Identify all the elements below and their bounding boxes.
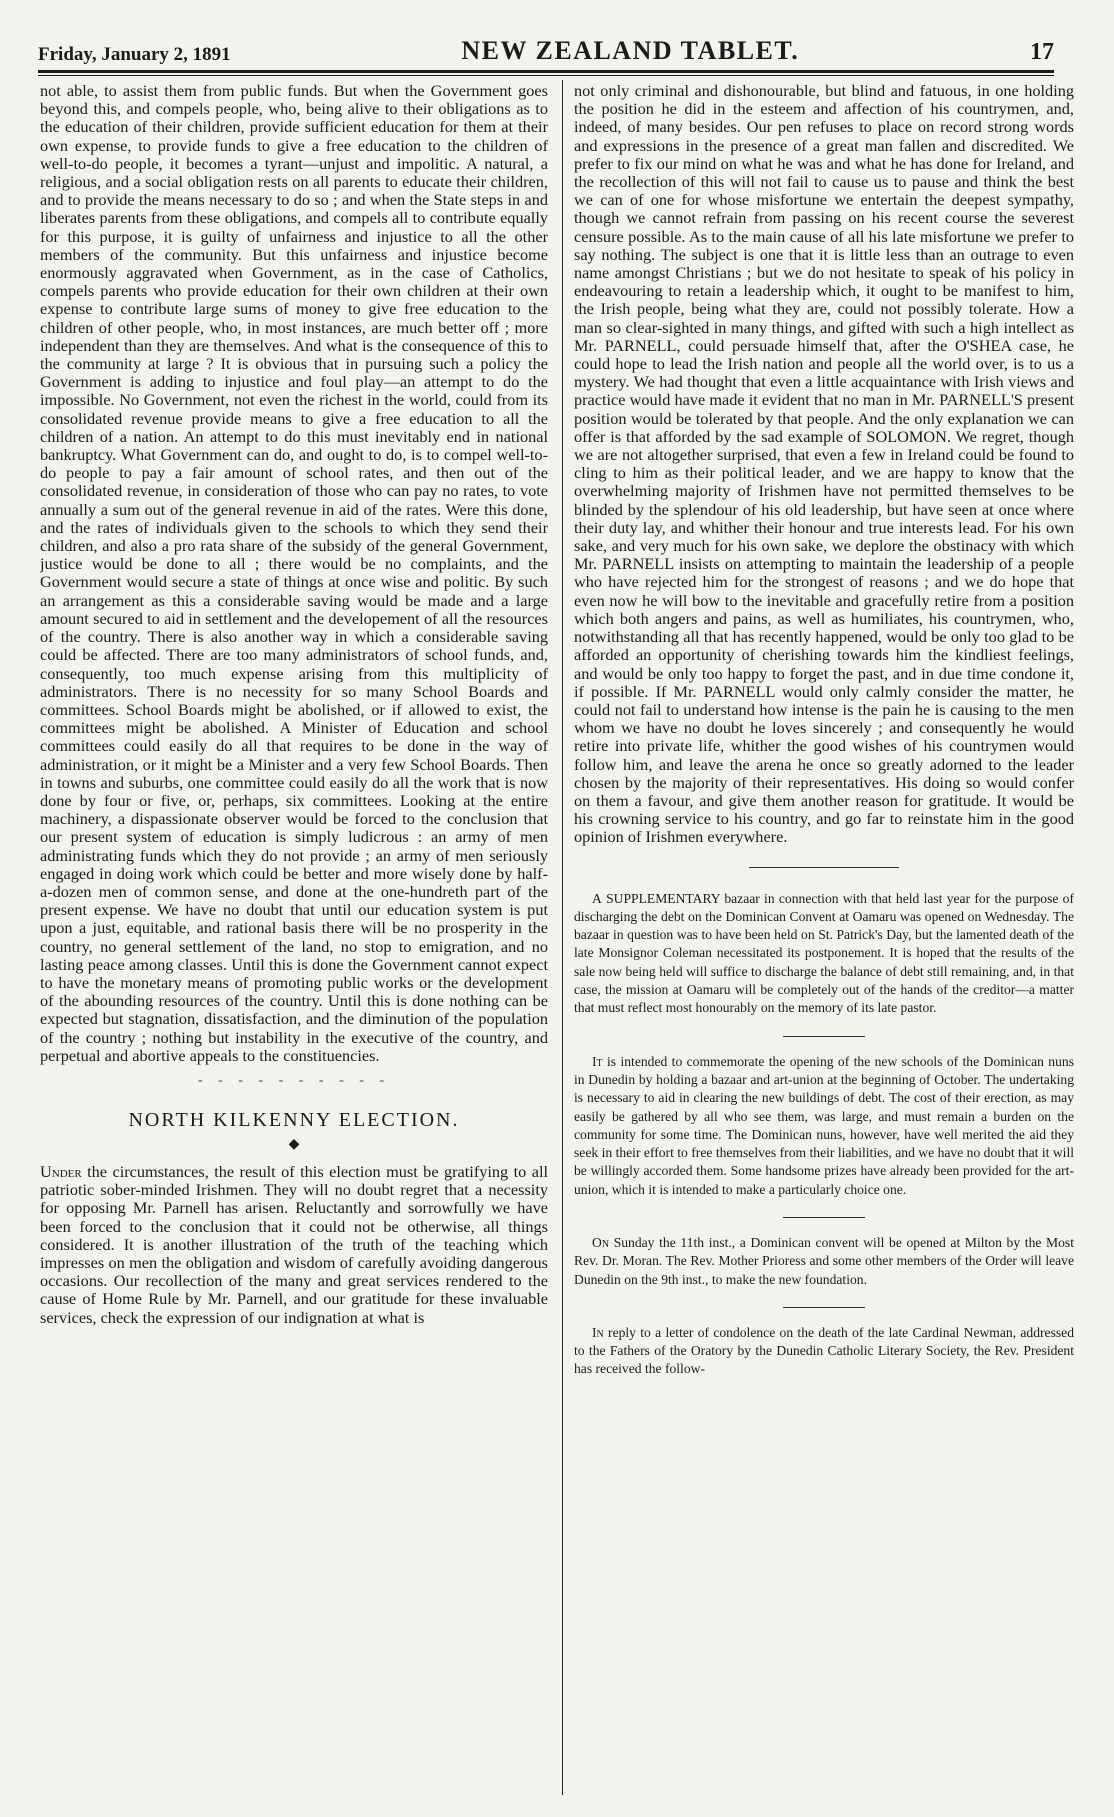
masthead bbox=[38, 30, 1054, 66]
section-separator: - - - - - - - - - - bbox=[197, 1072, 391, 1088]
article-lead-word: Under bbox=[40, 1161, 82, 1181]
note-divider bbox=[783, 1217, 865, 1218]
note-text: SUPPLEMENTARY bazaar in connection with that held last year for the purpose of discharging the debt on the Dominican Convent at Oamaru was opened on Wednesday. The bazaar in question was to have been held on St. Patrick's Day, but the lamented death of the late Monsignor Coleman necessitated its postponement. It is hoped that the results of the sale now being held will suffice to discharge the balance of debt still remaining, and, in that case, the mission at Oamaru will be completely out of the hands of the creditor—a matter that must reflect most honourably on the memory of its late pastor. bbox=[574, 890, 1074, 1016]
left-column bbox=[40, 82, 548, 1797]
election-article bbox=[40, 1163, 548, 1327]
note-lead-word: It bbox=[592, 1053, 603, 1069]
note-text: Sunday the 11th inst., a Dominican convent will be opened at Milton by the Most Rev. Dr. Moran. The Rev. Mother Prioress and some other members of the Order will leave Dunedin on the 9th inst., to make the new foundation. bbox=[574, 1234, 1074, 1287]
education-editorial: not able, to assist them from public funds. But when the Government goes beyond this, and compels people, who, being alive to their obligations as to the education of their children, provide sufficient education for them at their own expense, to provide funds to give a free education to the children of well-to-do people, it becomes a tyrant—unjust and impolitic. A natural, a religious, and a social obligation rests on all parents to educate their children, and to provide the means necessary to do so ; and when the State steps in and liberates parents from these obligations, and compels all to contribute equally for this purpose, it is guilty of unfairness and injustice to all the other members of the community. But this unfairness and injustice become enormously aggravated when Government, as in the case of Catholics, compels parents who provide education for their own children at their own expense to contribute large sums of money to give free education to the children of other people, who, in most instances, are much better off ; more independent than they are themselves. And what is the consequence of this to the community at large ? It is obvious that in pursuing such a policy the Government is adding to injustice and foul play—an attempt to do the impossible. No Government, not even the richest in the world, could from its consolidated revenue provide means to give a free education to all the children of a nation. An attempt to do this must inevitably end in national bankruptcy. What Government can do, and ought to do, is to compel well-to-do people to pay a fair amount of school rates, and then out of the consolidated revenue, in consideration of those who can pay no rates, to vote annually a sum out of the general revenue in aid of the rates. Were this done, and the rates of individuals given to the schools to which they send their children, and also a pro rata share of the subsidy of the general Government, justice would be done to all ; there would be no complaints, and the Government would secure a state of things at once wise and politic. By such an arrangement as this a considerable saving would be made and a large amount secured to aid in settlement and the developement of all the resources of the country. There is also another way in which a considerable saving could be affected. There are too many administrators of school funds, and, consequently, too much expense arising from this multiplicity of administrators. There is no necessity for so many School Boards and committees. School Boards might be abolished, or if allowed to exist, the committees might be abolished. A Minister of Education and school committees could easily do all that requires to be done in the way of administration, or it might be a Minister and a very few School Boards. Then in towns and suburbs, one committee could easily do all the work that is now done by four or five, or, perhaps, six committees. Looking at the entire machinery, a dispassionate observer would be forced to the conclusion that our present system of education is simply ludicrous : an army of men administrating funds which they do not provide ; an army of men seriously engaged in doing work which could be better and more wisely done by half-a-dozen men of common sense, and done at the one-hundreth part of the present expense. We have no doubt that until our education system is put upon a just, equitable, and rational basis there will be no prosperity in the country, no general settlement of the land, no stop to emigration, and no lasting peace among classes. Until this is done the Government cannot expect to have the monetary means of promoting public works or the development of the abounding resources of the country. Until this is done nothing can be expected but stagnation, dissatisfaction, and the diminution of the population of the country ; nothing but instability in the executive of the country, and perpetual and abortive appeals to the constituencies. bbox=[40, 82, 548, 1065]
section-rule bbox=[749, 867, 899, 868]
news-note bbox=[574, 1234, 1074, 1289]
note-lead-word: In bbox=[592, 1324, 604, 1340]
news-note bbox=[574, 1324, 1074, 1379]
news-note bbox=[574, 1053, 1074, 1199]
section-heading: NORTH KILKENNY ELECTION. bbox=[128, 1108, 460, 1131]
column-divider bbox=[562, 80, 563, 1795]
election-article-continued: not only criminal and dishonourable, but blind and fatuous, in one holding the position he did in the esteem and affection of his countrymen, and, indeed, of many besides. Our pen refuses to place on record strong words and expressions in the presence of a great man fallen and discredited. We prefer to fix our mind on what he was and what he has done for Ireland, and the recollection of this will not fail to cause us to pause and think the best we can of one for whose misfortune we entertain the deepest sympathy, though we cannot refrain from passing on his recent course the severest censure possible. As to the main cause of all his late misfortune we prefer to say nothing. The subject is one that it is little less than an outrage to even name amongst Christians ; but we do not hesitate to speak of his policy in endeavouring to retain a leadership which, it ought to be manifest to him, the Irish people, being what they are, could not possibly tolerate. How a man so clear-sighted in many things, and gifted with such a high intellect as Mr. PARNELL, could persuade himself that, after the O'SHEA case, he could hope to lead the Irish nation and people all the world over, is to us a mystery. We had thought that even a little acquaintance with Irish views and practice would have made it evident that no man in Mr. PARNELL'S present position would be tolerated by that people. And the only explanation we can offer is that afforded by the sad example of SOLOMON. We regret, though we are not altogether surprised, that even a few in Ireland could be found to cling to him as their political leader, and we are happy to know that the overwhelming majority of Irishmen have not permitted themselves to be blinded by the splendour of his old leadership, but have seen at once where their duty lay, and whither their honour and true interests lead. For his own sake, and very much for his own sake, we deplore the obstinacy with which Mr. PARNELL insists on attempting to maintain the leadership of a people who have rejected him for the strongest of reasons ; and we do hope that even now he will bow to the inevitable and gracefully retire from a position which both angers and pains, as well as humiliates, his countrymen, who, notwithstanding all that has recently happened, would be only too glad to be afforded an opportunity of cherishing towards him the kindliest feelings, and would be only too happy to forget the past, and in due time condone it, if possible. If Mr. PARNELL would only calmly consider the matter, he could not fail to understand how intense is the pain he is causing to the men whom we have no doubt he loves sincerely ; and consequently he would retire into private life, whither the good wishes of his countrymen would follow him, and leave the arena he once so greatly adorned to the leader chosen by the majority of their representatives. His doing so would confer on them a favour, and give them another reason for gratitude. It would be his crowning service to his country, and go far to reinstate him in the good opinion of Irishmen everywhere. bbox=[574, 82, 1074, 847]
right-column bbox=[574, 82, 1074, 1797]
note-divider bbox=[783, 1036, 865, 1037]
news-note bbox=[574, 890, 1074, 1018]
masthead-rule bbox=[38, 70, 1054, 73]
note-text: reply to a letter of condolence on the death of the late Cardinal Newman, addressed to the Fathers of the Oratory by the Dunedin Catholic Literary Society, the Rev. President has received the follow- bbox=[574, 1324, 1074, 1377]
page-number: 17 bbox=[1030, 39, 1054, 65]
note-lead-word: A bbox=[592, 890, 602, 906]
heading-ornament: ◆ bbox=[288, 1136, 300, 1152]
masthead-rule-thin bbox=[38, 75, 1054, 76]
article-body: the circumstances, the result of this election must be gratifying to all patriotic sober-minded Irishmen. They will no doubt regret that a necessity for opposing Mr. Parnell has arisen. Reluctantly and sorrowfully we have been forced to the conclusion that it could not be otherwise, all things considered. It is another illustration of the truth of the teaching which impresses on men the obligation and wisdom of carefully avoiding dangerous occasions. Our recollection of the many and great services rendered to the cause of Home Rule by Mr. Parnell, and our gratitude for these invaluable services, check the expression of our indignation at what is bbox=[40, 1161, 548, 1327]
note-divider bbox=[783, 1307, 865, 1308]
note-text: is intended to commemorate the opening of the new schools of the Dominican nuns in Dunedin by holding a bazaar and art-union at the beginning of October. The undertaking is necessary to aid in clearing the new buildings of debt. The cost of their erection, as may easily be gathered by all who see them, was large, and must remain a burden on the community for some time. The Dominican nuns, however, have well merited the aid they seek in their effort to free themselves from their liabilities, and we have no doubt that it will be willingly accorded them. Some handsome prizes have already been provided for the art-union, which it is intended to make a particularly choice one. bbox=[574, 1053, 1074, 1197]
note-lead-word: On bbox=[592, 1234, 610, 1250]
issue-date: Friday, January 2, 1891 bbox=[38, 44, 231, 65]
publication-title: NEW ZEALAND TABLET. bbox=[461, 36, 800, 65]
